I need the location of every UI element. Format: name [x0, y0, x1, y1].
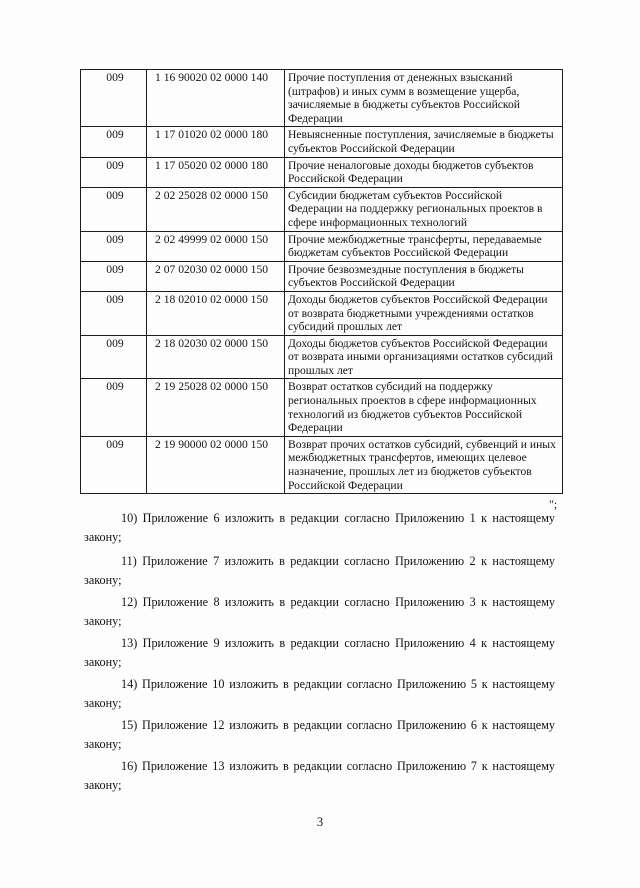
budget-code-cell: 1 16 90020 02 0000 140 — [147, 70, 285, 127]
admin-code-cell: 009 — [81, 127, 147, 157]
description-cell: Прочие поступления от денежных взысканий (штрафов) и иных сумм в возмещение ущерба, зачисляемые в бюджеты субъектов Российской Федерации — [285, 70, 563, 127]
budget-code-cell: 2 19 90000 02 0000 150 — [147, 436, 285, 493]
amendment-paragraph-14: 14) Приложение 10 изложить в редакции согласно Приложению 5 к настоящему закону; — [84, 677, 555, 710]
admin-code-cell: 009 — [81, 157, 147, 187]
description-cell: Доходы бюджетов субъектов Российской Федерации от возврата иными организациями остатков субсидий прошлых лет — [285, 335, 563, 379]
amendment-paragraph-13: 13) Приложение 9 изложить в редакции согласно Приложению 4 к настоящему закону; — [84, 636, 555, 669]
description-cell: Прочие неналоговые доходы бюджетов субъектов Российской Федерации — [285, 157, 563, 187]
table-row — [81, 127, 563, 157]
budget-code-cell: 2 19 25028 02 0000 150 — [147, 379, 285, 436]
admin-code-cell: 009 — [81, 436, 147, 493]
amendment-paragraph-12: 12) Приложение 8 изложить в редакции согласно Приложению 3 к настоящему закону; — [84, 595, 555, 628]
budget-code-cell: 1 17 01020 02 0000 180 — [147, 127, 285, 157]
amendment-paragraph-10: 10) Приложение 6 изложить в редакции согласно Приложению 1 к настоящему закону; — [84, 511, 555, 544]
page-number: 3 — [316, 815, 324, 829]
budget-code-cell: 2 02 49999 02 0000 150 — [147, 231, 285, 261]
description-cell: Возврат прочих остатков субсидий, субвенций и иных межбюджетных трансфертов, имеющих целевое назначение, прошлых лет из бюджетов субъектов Российской Федерации — [285, 436, 563, 493]
budget-code-cell: 2 18 02010 02 0000 150 — [147, 291, 285, 335]
table-row — [81, 231, 563, 261]
table-row — [81, 70, 563, 127]
table-row — [81, 187, 563, 231]
description-cell: Прочие межбюджетные трансферты, передаваемые бюджетам субъектов Российской Федерации — [285, 231, 563, 261]
budget-code-cell: 2 02 25028 02 0000 150 — [147, 187, 285, 231]
table-row — [81, 335, 563, 379]
description-cell: Невыясненные поступления, зачисляемые в бюджеты субъектов Российской Федерации — [285, 127, 563, 157]
admin-code-cell: 009 — [81, 231, 147, 261]
budget-code-cell: 1 17 05020 02 0000 180 — [147, 157, 285, 187]
description-cell: Субсидии бюджетам субъектов Российской Федерации на поддержку региональных проектов в сфере информационных технологий — [285, 187, 563, 231]
revenue-codes-table — [80, 69, 563, 494]
admin-code-cell: 009 — [81, 379, 147, 436]
amendment-paragraph-11: 11) Приложение 7 изложить в редакции согласно Приложению 2 к настоящему закону; — [84, 554, 555, 587]
table-row — [81, 436, 563, 493]
table-row — [81, 379, 563, 436]
description-cell: Доходы бюджетов субъектов Российской Федерации от возврата бюджетными учреждениями остатков субсидий прошлых лет — [285, 291, 563, 335]
admin-code-cell: 009 — [81, 335, 147, 379]
amendment-paragraph-16: 16) Приложение 13 изложить в редакции согласно Приложению 7 к настоящему закону; — [84, 759, 555, 792]
admin-code-cell: 009 — [81, 261, 147, 291]
description-cell: Прочие безвозмездные поступления в бюджеты субъектов Российской Федерации — [285, 261, 563, 291]
closing-quote-mark: "; — [549, 497, 558, 511]
table-row — [81, 261, 563, 291]
table-row — [81, 291, 563, 335]
budget-code-cell: 2 07 02030 02 0000 150 — [147, 261, 285, 291]
amendment-paragraph-15: 15) Приложение 12 изложить в редакции согласно Приложению 6 к настоящему закону; — [84, 718, 555, 751]
admin-code-cell: 009 — [81, 187, 147, 231]
admin-code-cell: 009 — [81, 291, 147, 335]
description-cell: Возврат остатков субсидий на поддержку региональных проектов в сфере информационных технологий из бюджетов субъектов Российской Федерации — [285, 379, 563, 436]
budget-code-cell: 2 18 02030 02 0000 150 — [147, 335, 285, 379]
table-row — [81, 157, 563, 187]
admin-code-cell: 009 — [81, 70, 147, 127]
